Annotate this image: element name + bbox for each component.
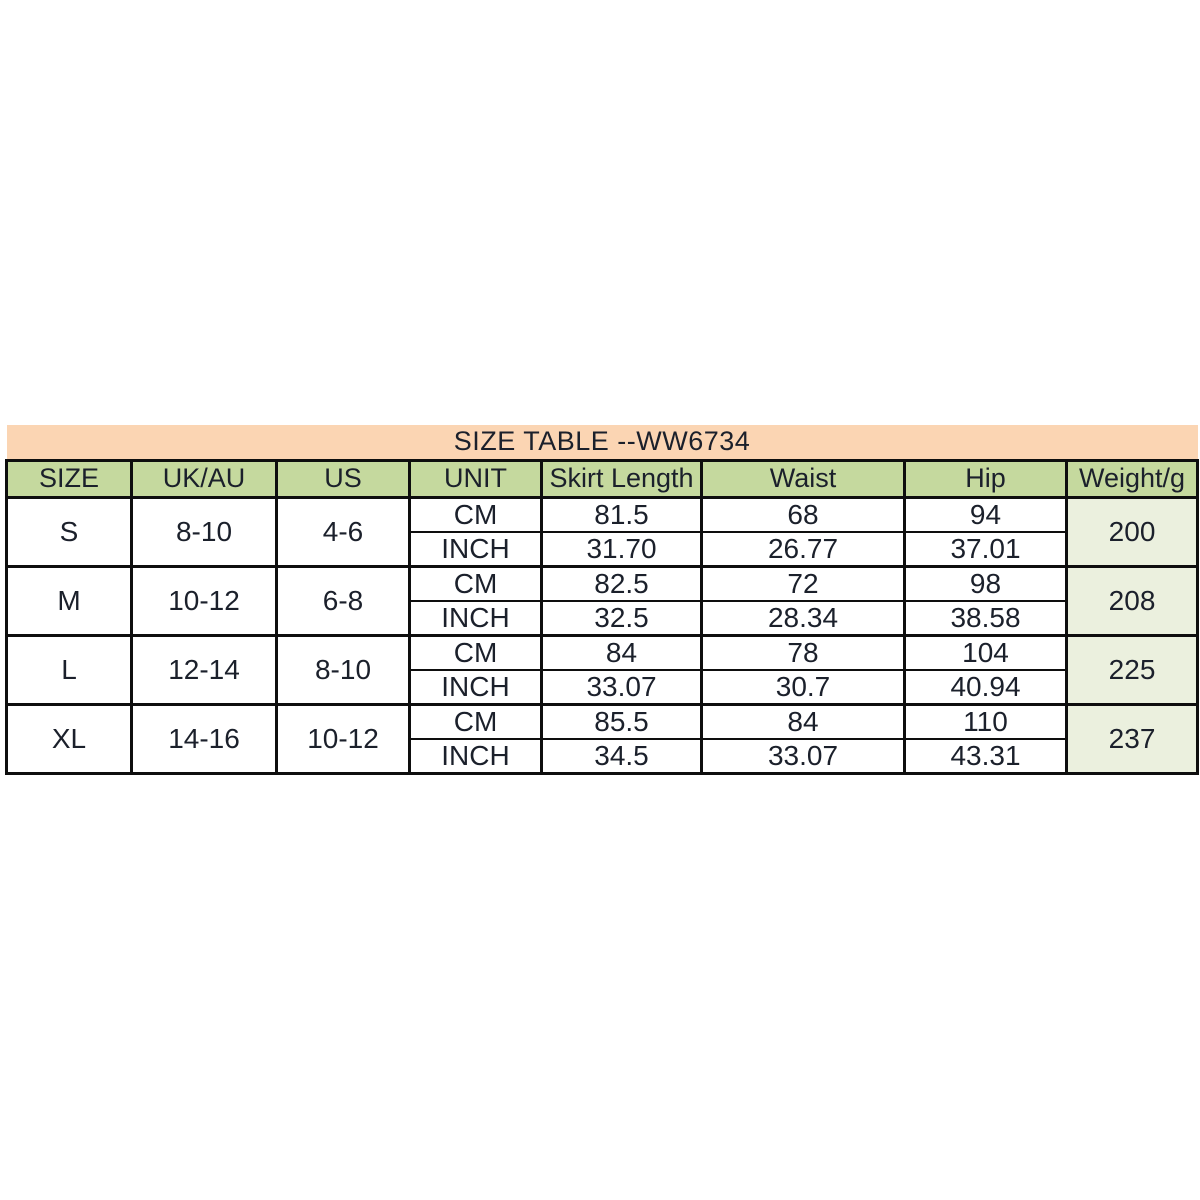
unit-cell: INCH	[410, 601, 542, 636]
hip-value: 40.94	[905, 670, 1067, 705]
col-header-weight: Weight/g	[1067, 460, 1198, 497]
row-s-cm	[7, 497, 1198, 532]
unit-cell: INCH	[410, 739, 542, 774]
weight-value: 225	[1067, 635, 1198, 704]
size-cell: L	[7, 635, 132, 704]
skirt-length-value: 81.5	[542, 497, 702, 532]
unit-cell: INCH	[410, 532, 542, 567]
skirt-length-value: 84	[542, 635, 702, 670]
hip-value: 38.58	[905, 601, 1067, 636]
col-header-skirt-length: Skirt Length	[542, 460, 702, 497]
waist-value: 72	[702, 566, 905, 601]
hip-value: 104	[905, 635, 1067, 670]
size-cell: M	[7, 566, 132, 635]
waist-value: 26.77	[702, 532, 905, 567]
unit-cell: CM	[410, 635, 542, 670]
waist-value: 68	[702, 497, 905, 532]
unit-cell: INCH	[410, 670, 542, 705]
waist-value: 28.34	[702, 601, 905, 636]
unit-cell: CM	[410, 566, 542, 601]
header-row	[7, 460, 1198, 497]
hip-value: 43.31	[905, 739, 1067, 774]
hip-value: 94	[905, 497, 1067, 532]
table-title: SIZE TABLE --WW6734	[7, 425, 1198, 460]
size-table	[5, 425, 1199, 775]
row-m-cm	[7, 566, 1198, 601]
us-cell: 4-6	[277, 497, 410, 566]
col-header-unit: UNIT	[410, 460, 542, 497]
ukau-cell: 8-10	[132, 497, 277, 566]
waist-value: 30.7	[702, 670, 905, 705]
size-table-wrap	[5, 425, 1196, 775]
weight-value: 200	[1067, 497, 1198, 566]
us-cell: 6-8	[277, 566, 410, 635]
weight-value: 237	[1067, 704, 1198, 773]
row-l-cm	[7, 635, 1198, 670]
us-cell: 10-12	[277, 704, 410, 773]
waist-value: 33.07	[702, 739, 905, 774]
col-header-waist: Waist	[702, 460, 905, 497]
col-header-size: SIZE	[7, 460, 132, 497]
hip-value: 110	[905, 704, 1067, 739]
unit-cell: CM	[410, 704, 542, 739]
hip-value: 37.01	[905, 532, 1067, 567]
skirt-length-value: 31.70	[542, 532, 702, 567]
skirt-length-value: 82.5	[542, 566, 702, 601]
hip-value: 98	[905, 566, 1067, 601]
col-header-ukau: UK/AU	[132, 460, 277, 497]
size-cell: S	[7, 497, 132, 566]
skirt-length-value: 32.5	[542, 601, 702, 636]
waist-value: 84	[702, 704, 905, 739]
skirt-length-value: 33.07	[542, 670, 702, 705]
ukau-cell: 10-12	[132, 566, 277, 635]
skirt-length-value: 34.5	[542, 739, 702, 774]
unit-cell: CM	[410, 497, 542, 532]
col-header-hip: Hip	[905, 460, 1067, 497]
size-cell: XL	[7, 704, 132, 773]
skirt-length-value: 85.5	[542, 704, 702, 739]
col-header-us: US	[277, 460, 410, 497]
title-row	[7, 425, 1198, 460]
us-cell: 8-10	[277, 635, 410, 704]
ukau-cell: 14-16	[132, 704, 277, 773]
ukau-cell: 12-14	[132, 635, 277, 704]
waist-value: 78	[702, 635, 905, 670]
weight-value: 208	[1067, 566, 1198, 635]
row-xl-cm	[7, 704, 1198, 739]
